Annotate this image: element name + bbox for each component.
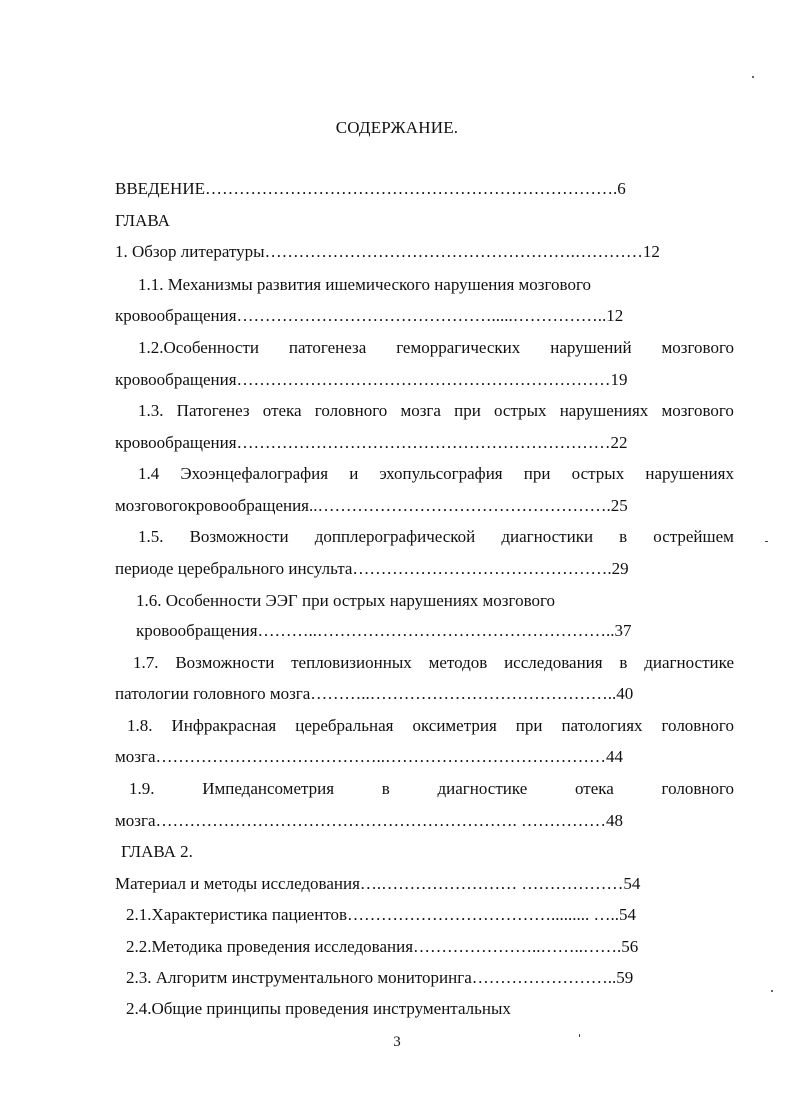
toc-entry-1-6-line2: кровообращения………..……………………………………………..37 xyxy=(136,621,632,640)
toc-entry-1-2-line1 xyxy=(138,338,734,358)
toc-word: 1.2.Особенности xyxy=(138,338,259,357)
toc-entry-1-7-line2: патологии головного мозга………..……………………………………..40 xyxy=(115,684,634,703)
toc-entry-2-2: 2.2.Методика проведения исследования…………………..……..…….56 xyxy=(126,937,639,956)
toc-word: головного xyxy=(661,779,734,798)
toc-word: исследования xyxy=(504,653,603,672)
toc-entry-ch1: 1. Обзор литературы……………………………………………….…………12 xyxy=(115,242,660,261)
toc-word: Возможности xyxy=(189,527,289,546)
scan-speck xyxy=(771,990,773,992)
toc-entry-1-9-line2: мозга………………………………………………………. ……………48 xyxy=(115,811,623,830)
toc-word: диагностике xyxy=(644,653,734,672)
toc-word: церебральная xyxy=(295,716,394,735)
toc-word: Патогенез xyxy=(176,401,250,420)
toc-word: в xyxy=(381,779,390,798)
toc-entry-1-8-line2: мозга…………………………………..…………………………………44 xyxy=(115,747,623,766)
toc-entry-1-1-line2: кровообращения……………………………………….....……………..12 xyxy=(115,306,624,325)
toc-word: отека xyxy=(262,401,302,420)
toc-word: головного xyxy=(661,716,734,735)
toc-entry-ch2: Материал и методы исследования….…………………… ………………54 xyxy=(115,874,641,893)
toc-word: мозгового xyxy=(661,401,734,420)
toc-word: эхопульсография xyxy=(379,464,503,483)
toc-word: мозга xyxy=(400,401,441,420)
toc-entry-2-4: 2.4.Общие принципы проведения инструментальных xyxy=(126,999,511,1018)
toc-entry-1-4-line2: мозговогокровообращения..…………………………………………….25 xyxy=(115,496,628,515)
scan-speck xyxy=(765,541,768,542)
toc-word: методов xyxy=(428,653,488,672)
scan-speck xyxy=(752,76,754,78)
toc-word: нарушений xyxy=(550,338,632,357)
toc-entry-1-7-line1 xyxy=(133,653,734,673)
toc-entry-1-1-line1: 1.1. Механизмы развития ишемического нарушения мозгового xyxy=(138,275,592,294)
toc-word: 1.7. xyxy=(133,653,159,672)
toc-entry-1-5-line2: периоде церебрального инсульта……………………………………….29 xyxy=(115,559,629,578)
toc-word: Эхоэнцефалография xyxy=(180,464,329,483)
toc-entry-intro: ВВЕДЕНИЕ……………………………………………………………….6 xyxy=(115,179,626,198)
toc-word: патологиях xyxy=(561,716,643,735)
toc-word: 1.5. xyxy=(138,527,164,546)
toc-entry-1-3-line1 xyxy=(138,401,734,421)
page-title: СОДЕРЖАНИЕ. xyxy=(335,118,459,137)
toc-word: диагностике xyxy=(437,779,528,798)
scan-speck xyxy=(579,1034,580,1037)
toc-word: при xyxy=(523,464,551,483)
page-number: 3 xyxy=(393,1034,401,1050)
toc-entry-2-3: 2.3. Алгоритм инструментального мониторинга……………………..59 xyxy=(126,968,634,987)
toc-entry-1-6-line1: 1.6. Особенности ЭЭГ при острых нарушениях мозгового xyxy=(136,591,556,610)
toc-word: в xyxy=(619,653,628,672)
toc-word: при xyxy=(515,716,543,735)
toc-word: в xyxy=(619,527,628,546)
toc-entry-1-2-line2: кровообращения…………………………………………………………19 xyxy=(115,370,628,389)
toc-entry-1-8-line1 xyxy=(127,716,734,736)
toc-word: Возможности xyxy=(175,653,275,672)
toc-word: мозгового xyxy=(661,338,734,357)
toc-word: оксиметрия xyxy=(412,716,497,735)
toc-word: допплерографической xyxy=(314,527,476,546)
toc-word: при xyxy=(454,401,481,420)
toc-word: нарушениях xyxy=(559,401,649,420)
toc-chapter2-label: ГЛАВА 2. xyxy=(121,842,193,861)
toc-word: 1.3. xyxy=(138,401,164,420)
toc-chapter1-label: ГЛАВА xyxy=(115,211,170,230)
toc-entry-1-5-line1 xyxy=(138,527,734,547)
toc-word: нарушениях xyxy=(645,464,734,483)
toc-entry-1-3-line2: кровообращения…………………………………………………………22 xyxy=(115,433,628,452)
toc-word: диагностики xyxy=(501,527,594,546)
toc-word: геморрагических xyxy=(396,338,521,357)
toc-word: острейшем xyxy=(653,527,734,546)
toc-entry-2-1: 2.1.Характеристика пациентов………………………………......... …..54 xyxy=(126,905,637,924)
toc-word: патогенеза xyxy=(288,338,367,357)
toc-word: 1.8. xyxy=(127,716,153,735)
toc-word: Импедансометрия xyxy=(202,779,335,798)
toc-word: острых xyxy=(493,401,547,420)
toc-word: отека xyxy=(574,779,614,798)
toc-word: 1.4 xyxy=(138,464,160,483)
toc-entry-1-9-line1 xyxy=(129,779,734,799)
toc-entry-1-4-line1 xyxy=(138,464,734,484)
toc-word: 1.9. xyxy=(129,779,155,798)
toc-word: головного xyxy=(314,401,388,420)
toc-word: Инфракрасная xyxy=(171,716,277,735)
toc-word: острых xyxy=(571,464,625,483)
toc-word: и xyxy=(349,464,359,483)
toc-word: тепловизионных xyxy=(291,653,412,672)
